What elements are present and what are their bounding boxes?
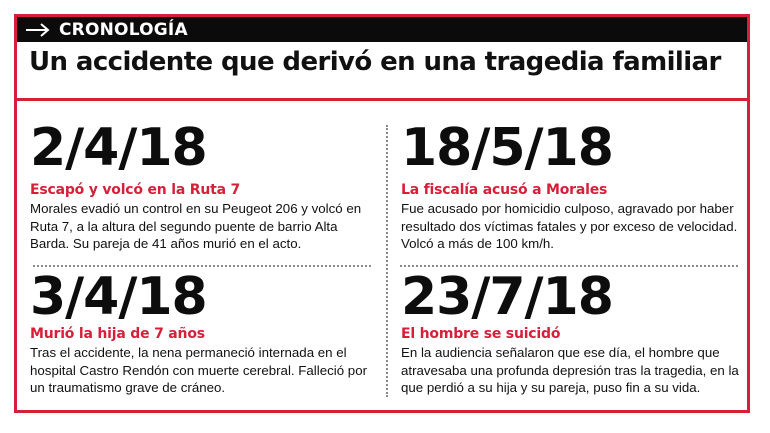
entry-date: 18/5/18 xyxy=(401,118,613,178)
vertical-divider xyxy=(386,125,388,397)
entry-body: Fue acusado por homicidio culposo, agravado por haber resultado dos víctimas fatales y por exceso de velocidad. Volcó a más de 100 km/h. xyxy=(401,201,738,251)
arrow-right-icon xyxy=(25,23,51,37)
infographic-frame xyxy=(14,14,750,413)
entry-title: La fiscalía acusó a Morales xyxy=(401,182,608,198)
headline: Un accidente que derivó en una tragedia familiar xyxy=(29,47,721,77)
timeline-entry xyxy=(30,267,370,397)
entry-date: 3/4/18 xyxy=(30,267,207,327)
timeline-entry xyxy=(401,267,741,397)
entry-body: Morales evadió un control en su Peugeot 206 y volcó en Ruta 7, a la altura del segundo puente de barrio Alta Barda. Su pareja de 41 años murió en el acto. xyxy=(30,201,362,251)
red-divider xyxy=(17,98,747,101)
entry-title: Murió la hija de 7 años xyxy=(30,326,205,342)
entry-date: 23/7/18 xyxy=(401,267,613,327)
entry-title: Escapó y volcó en la Ruta 7 xyxy=(30,182,241,198)
section-label: CRONOLOGÍA xyxy=(59,19,188,40)
entry-date: 2/4/18 xyxy=(30,118,207,178)
entry-body: En la audiencia señalaron que ese día, el hombre que atravesaba una profunda depresión tras la tragedia, en la que perdió a su hija y su pareja, puso fin a su vida. xyxy=(401,345,739,395)
timeline-entry xyxy=(401,118,741,253)
entry-body: Tras el accidente, la nena permaneció internada en el hospital Castro Rendón con muerte cerebral. Falleció por un traumatismo grave de cráneo. xyxy=(30,345,368,395)
timeline-entry xyxy=(30,118,370,253)
entry-title: El hombre se suicidó xyxy=(401,326,561,342)
section-bar xyxy=(17,17,747,42)
